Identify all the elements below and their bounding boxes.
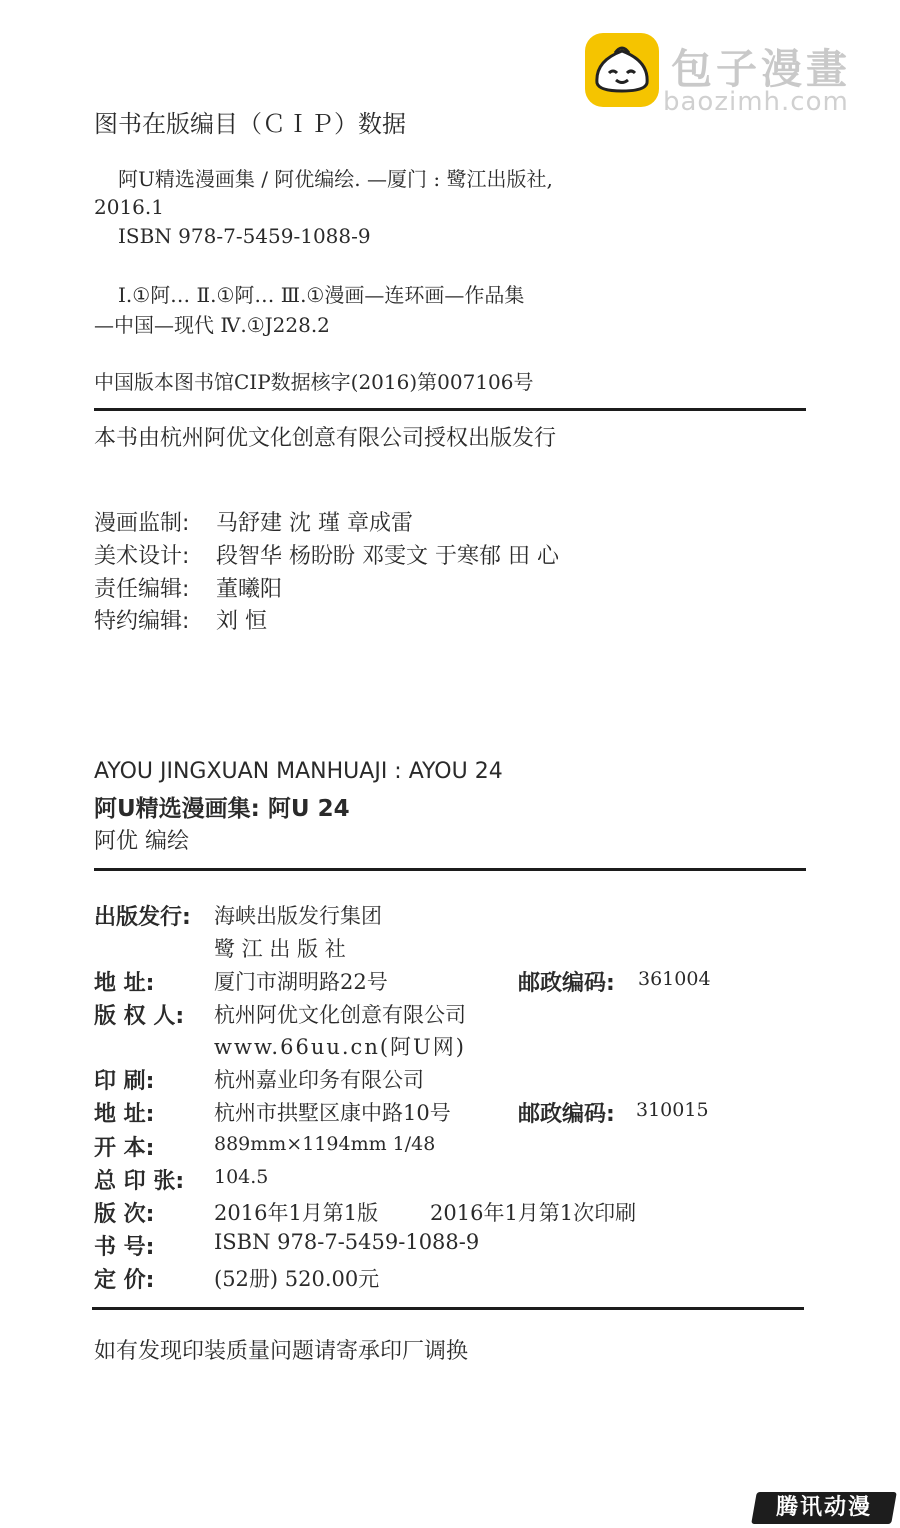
publisher-postcode: 361004 [638, 968, 711, 990]
printer-label: 印 刷: [94, 1069, 155, 1094]
credit-value: 马舒建 沈 瑾 章成雷 [216, 511, 413, 536]
credit-label: 责任编辑: [94, 577, 190, 602]
price-label: 定 价: [94, 1268, 155, 1293]
cip-record-number: 中国版本图书馆CIP数据核字(2016)第007106号 [94, 370, 534, 394]
credit-value: 董曦阳 [216, 577, 283, 602]
isbn-value: ISBN 978-7-5459-1088-9 [214, 1230, 480, 1254]
printer-postcode: 310015 [636, 1099, 709, 1121]
corner-mark-text: 腾讯动漫 [775, 1495, 872, 1520]
cip-isbn: ISBN 978-7-5459-1088-9 [118, 224, 371, 248]
baozi-logo-icon [585, 33, 659, 107]
credit-value: 段智华 杨盼盼 邓雯文 于寒郁 田 心 [216, 544, 559, 569]
printer-postcode-label: 邮政编码: [518, 1102, 615, 1127]
divider-3 [92, 1307, 804, 1310]
printer-name: 杭州嘉业印务有限公司 [214, 1068, 424, 1092]
publisher-label: 出版发行: [94, 905, 191, 930]
website-link[interactable]: www.66uu.cn(阿U网) [214, 1035, 466, 1059]
isbn-label: 书 号: [94, 1235, 155, 1260]
sheets-value: 104.5 [214, 1166, 269, 1188]
quality-notice: 如有发现印装质量问题请寄承印厂调换 [94, 1339, 469, 1364]
authorization-statement: 本书由杭州阿优文化创意有限公司授权出版发行 [94, 426, 557, 451]
credit-label: 漫画监制: [94, 511, 190, 536]
format-value: 889mm×1194mm 1/48 [214, 1133, 436, 1155]
address-label: 地 址: [94, 971, 155, 996]
credit-label: 特约编辑: [94, 609, 190, 634]
copyright-holder: 杭州阿优文化创意有限公司 [214, 1003, 466, 1027]
cip-classification-2: —中国—现代 Ⅳ.①J228.2 [94, 313, 330, 337]
publisher-name: 鹭 江 出 版 社 [214, 937, 346, 961]
sheets-label: 总 印 张: [94, 1169, 185, 1194]
postcode-label: 邮政编码: [518, 971, 615, 996]
cip-line-1: 阿U精选漫画集 / 阿优编绘. —厦门 : 鹭江出版社, [118, 167, 553, 191]
price-value: (52册) 520.00元 [214, 1267, 380, 1291]
tencent-comic-watermark [751, 1492, 897, 1524]
watermark-name: 包子漫畫 [671, 45, 851, 93]
divider-1 [94, 408, 806, 411]
divider-2 [94, 868, 806, 871]
edition-value: 2016年1月第1版 [214, 1201, 379, 1225]
credit-label: 美术设计: [94, 544, 190, 569]
edition-label: 版 次: [94, 1202, 155, 1227]
cip-line-2: 2016.1 [94, 195, 164, 219]
book-title-english: AYOU JINGXUAN MANHUAJI : AYOU 24 [94, 759, 503, 784]
copyright-label: 版 权 人: [94, 1004, 185, 1029]
book-title-chinese: 阿U精选漫画集: 阿U 24 [94, 796, 350, 822]
printing-value: 2016年1月第1次印刷 [430, 1201, 637, 1225]
printer-address-label: 地 址: [94, 1102, 155, 1127]
credit-value: 刘 恒 [216, 609, 267, 634]
printer-address: 杭州市拱墅区康中路10号 [214, 1101, 451, 1125]
publisher-address: 厦门市湖明路22号 [214, 970, 388, 994]
format-label: 开 本: [94, 1136, 155, 1161]
publisher-group: 海峡出版发行集团 [214, 904, 382, 928]
cip-classification-1: Ⅰ.①阿… Ⅱ.①阿… Ⅲ.①漫画—连环画—作品集 [118, 283, 525, 307]
watermark-url: baozimh.com [663, 87, 849, 117]
cip-title: 图书在版编目（ＣＩＰ）数据 [94, 110, 406, 138]
book-author: 阿优 编绘 [94, 829, 189, 854]
